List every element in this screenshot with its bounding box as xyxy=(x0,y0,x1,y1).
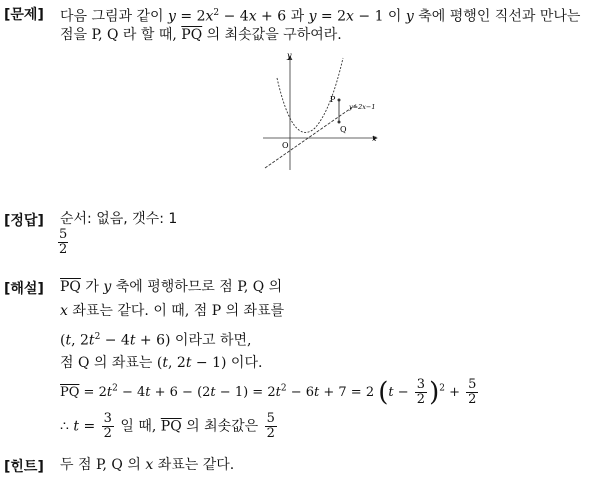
answer-numerator: 5 xyxy=(59,227,68,242)
problem-line-1: 다음 그림과 같이 $y = 2x^2 - 4x + 6$ 과 y = 2x − 1 이 y 축에 평행인 직선과 만나는 xyxy=(60,8,581,25)
answer-label: [정답] xyxy=(4,213,44,229)
hint-label: [힌트] xyxy=(4,459,44,475)
point-p-label: P xyxy=(330,95,336,104)
solution-line-6: ∴ t = $\frac{3}{2}$ 일 때, $\overline{PQ}$ 의 최솟값은 $\frac{5}{2}$ xyxy=(60,411,275,441)
problem-line-2: 점을 P, Q 라 할 때, $\overline{PQ}$ 의 최솟값을 구하여라. xyxy=(60,27,342,43)
problem-figure xyxy=(255,48,395,178)
line-y-2x-1 xyxy=(265,104,357,168)
solution-line-5: $\overline{PQ} = 2t^2 - 4t + 6 - (2t - 1) = 2t^2 - 6t + 7 = 2$ (t − $\frac{3}{2}$ )$^2$ + $\frac{5}{2}$ xyxy=(60,377,477,408)
answer-fraction xyxy=(58,228,68,257)
hint-line-1: 두 점 P, Q 의 x 좌표는 같다. xyxy=(60,457,235,473)
solution-line-2: x 좌표는 같다. 이 때, 점 P 의 좌표를 xyxy=(60,303,285,319)
line-label: y=2x−1 xyxy=(349,103,376,111)
problem-label: [문제] xyxy=(4,7,44,23)
x-axis-label: x xyxy=(372,134,377,143)
point-q-dot xyxy=(338,121,341,124)
solution-line-4: 점 Q 의 좌표는 (t, 2t − 1) 이다. xyxy=(60,355,263,371)
solution-line-1: $\overline{PQ}$ 가 y 축에 평행하므로 점 P, Q 의 xyxy=(60,279,283,295)
y-axis-label: y xyxy=(287,51,292,60)
solution-line-3: (t, $2t^2 - 4t + 6$) 이라고 하면, xyxy=(60,332,252,349)
solution-label: [해설] xyxy=(4,281,44,297)
point-q-label: Q xyxy=(340,125,347,134)
origin-label: O xyxy=(282,141,289,150)
answer-meta: 순서: 없음, 갯수: 1 xyxy=(60,211,178,227)
point-p-dot xyxy=(338,99,341,102)
answer-denominator: 2 xyxy=(59,242,68,257)
